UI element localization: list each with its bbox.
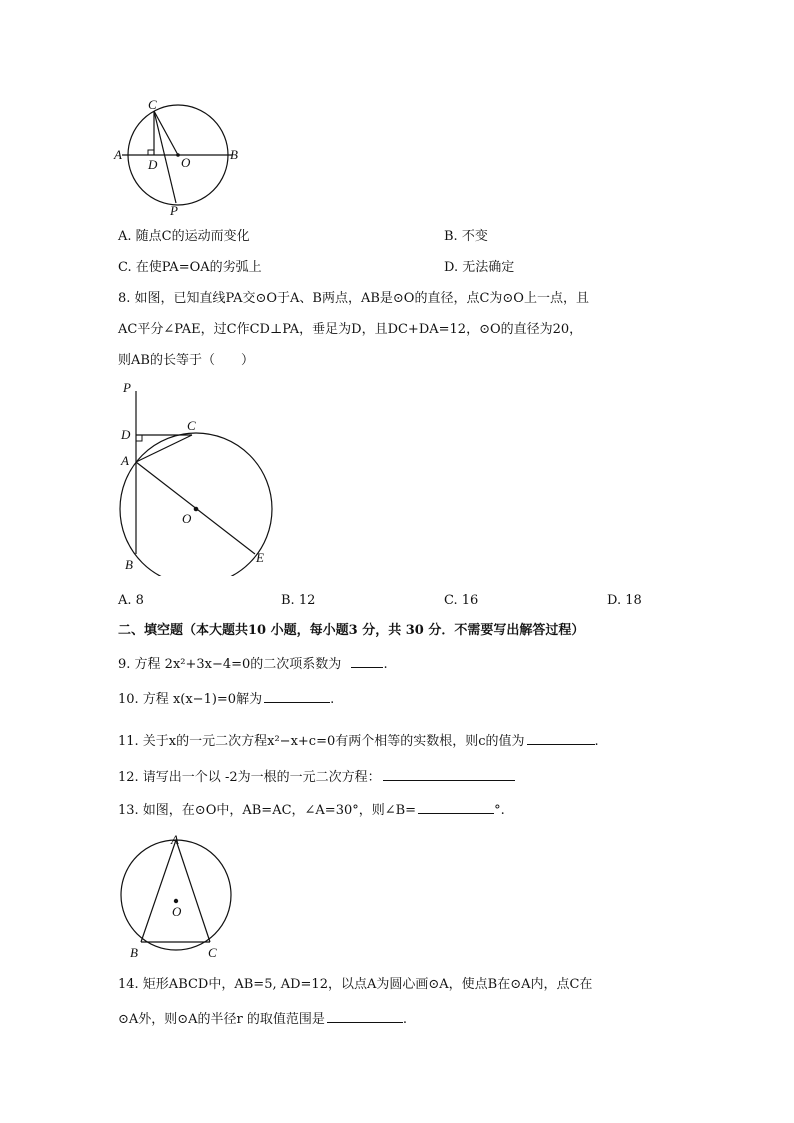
right-angle-mark (148, 150, 154, 155)
q10-end: . (330, 692, 335, 707)
label-o: O (172, 904, 182, 919)
q14-end: . (402, 1012, 408, 1027)
q8-option-c: C. 16 (444, 593, 479, 608)
label-o: O (181, 155, 191, 170)
label-b: B (125, 557, 133, 572)
segment-ab (141, 840, 176, 942)
q12-text: 12. 请写出一个以 -2为一根的一元二次方程： (118, 770, 381, 785)
q11-answer-blank[interactable] (527, 732, 595, 745)
label-b: B (230, 147, 238, 162)
center-dot (176, 153, 180, 157)
q8-line-1: 8. 如图，已知直线PA交⊙O于A、B两点，AB是⊙O的直径，点C为⊙O上一点，且 (118, 291, 589, 306)
segment-ac (176, 840, 210, 942)
label-b: B (130, 945, 138, 960)
q8-option-a: A. 8 (118, 593, 144, 608)
q9-answer-blank[interactable] (351, 655, 383, 668)
label-c: C (187, 418, 196, 433)
q12 (118, 768, 515, 787)
label-a: A (171, 832, 179, 847)
center-dot (174, 899, 178, 903)
right-angle-mark (136, 435, 142, 441)
label-c: C (148, 97, 157, 112)
q14-text: ⊙A外，则⊙A的半径r 的取值范围是 (118, 1012, 325, 1027)
figure-q8 (115, 376, 280, 576)
q7-option-c: C. 在使PA=OA的劣弧上 (118, 260, 262, 275)
q7-option-d: D. 无法确定 (444, 260, 515, 275)
label-p: P (170, 203, 178, 218)
section-2-title: 二、填空题（本大题共10 小题，每小题3 分，共 30 分．不需要写出解答过程） (118, 623, 585, 638)
label-p: P (123, 380, 131, 395)
label-o: O (182, 511, 192, 526)
figure-q13 (115, 830, 235, 962)
q8-option-b: B. 12 (281, 593, 316, 608)
q13-end: °. (494, 803, 505, 818)
q9 (118, 655, 388, 674)
q8-line-2: AC平分∠PAE，过C作CD⊥PA，垂足为D，且DC+DA=12，⊙O的直径为20， (118, 322, 583, 337)
q11-end: . (594, 734, 599, 749)
q8-line-3: 则AB的长等于（ ） (118, 353, 254, 368)
q14-line-1: 14. 矩形ABCD中，AB=5, AD=12，以点A为圆心画⊙A，使点B在⊙A内，点C在 (118, 977, 593, 992)
label-d: D (148, 157, 158, 172)
q11-text: 11. 关于x的一元二次方程x²−x+c=0有两个相等的实数根，则c的值为 (118, 734, 525, 749)
circle-o (120, 433, 272, 576)
label-a: A (121, 453, 129, 468)
figure-q7 (112, 95, 252, 220)
q13-answer-blank[interactable] (418, 801, 494, 814)
q7-option-b: B. 不变 (444, 229, 488, 244)
q14-answer-blank[interactable] (327, 1010, 403, 1023)
q10 (118, 690, 334, 709)
segment-co (154, 111, 178, 155)
q14-line-2 (118, 1010, 407, 1029)
q10-answer-blank[interactable] (264, 690, 330, 703)
q8-option-d: D. 18 (607, 593, 642, 608)
segment-ac (136, 435, 192, 462)
label-a: A (114, 147, 122, 162)
center-dot (194, 507, 199, 512)
label-d: D (121, 427, 131, 442)
q13 (118, 801, 505, 820)
q9-text: 9. 方程 2x²+3x−4=0的二次项系数为 (118, 657, 342, 672)
q7-option-a: A. 随点C的运动而变化 (118, 229, 250, 244)
q9-end: . (383, 657, 388, 672)
label-e: E (256, 550, 264, 565)
q10-text: 10. 方程 x(x−1)=0解为 (118, 692, 263, 707)
q13-text: 13. 如图，在⊙O中，AB=AC，∠A=30°，则∠B= (118, 803, 417, 818)
q12-answer-blank[interactable] (383, 768, 515, 781)
q11 (118, 732, 599, 751)
circle-o (121, 840, 231, 950)
label-c: C (208, 945, 217, 960)
